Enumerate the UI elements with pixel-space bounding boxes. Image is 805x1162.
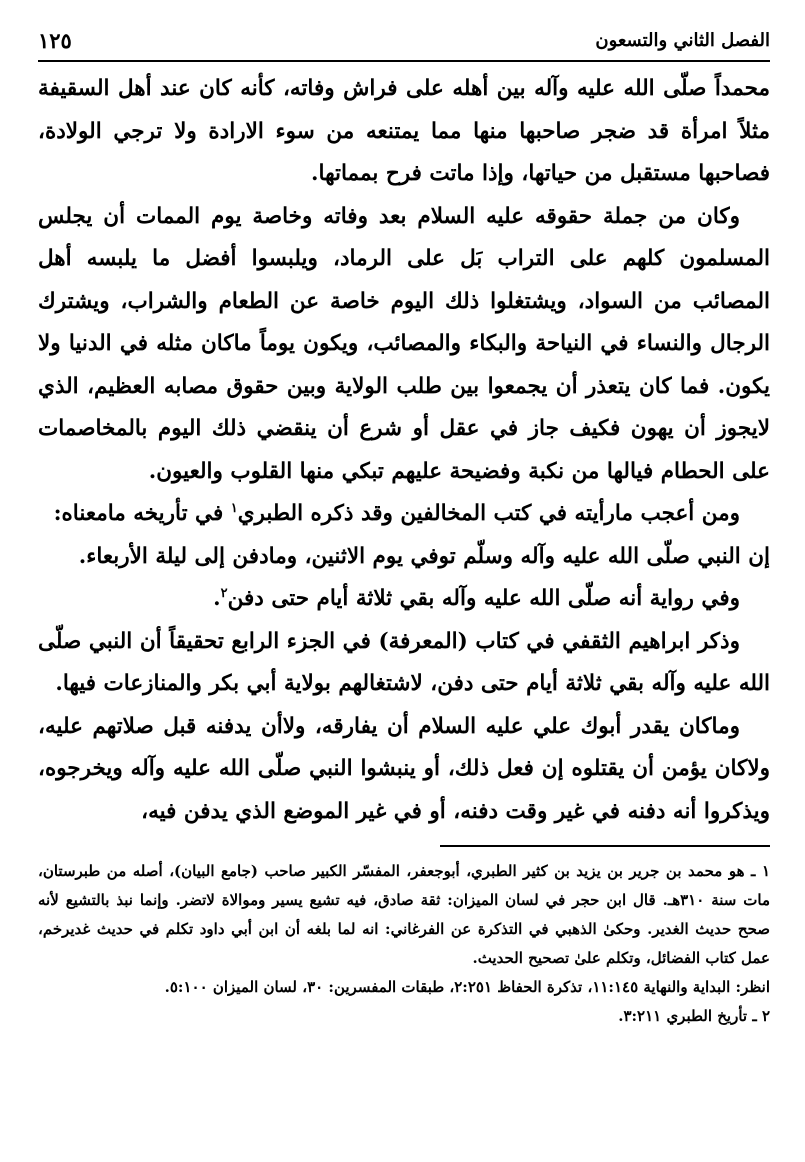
footnote-separator bbox=[440, 845, 770, 847]
footnote-reference: ١ bbox=[230, 500, 238, 516]
book-page bbox=[38, 26, 770, 1031]
paragraph: وذكر ابراهيم الثقفي في كتاب (المعرفة) في الجزء الرابع تحقيقاً أن النبي صلّى الله عليه وآله بقي ثلاثة أيام حتى دفن، لاشتغالهم بولاية أبي بكر والمنازعات فيها. bbox=[38, 628, 770, 696]
footnote: ٢ ـ تأريخ الطبري ٣:٢١١. bbox=[618, 1007, 770, 1025]
footnote-reference: ٢ bbox=[220, 585, 228, 601]
paragraph-text: ومن أعجب مارأيته في كتب المخالفين وقد ذكره الطبري bbox=[237, 501, 740, 526]
paragraph-text: وفي رواية أنه صلّى الله عليه وآله بقي ثلاثة أيام حتى دفن bbox=[227, 586, 740, 611]
paragraph bbox=[38, 578, 770, 621]
page-header bbox=[38, 26, 770, 62]
page-number: ١٢٥ bbox=[38, 28, 72, 53]
footnote: ١ ـ هو محمد بن جرير بن يزيد بن كثير الطبري، أبوجعفر، المفسّر الكبير صاحب (جامع البيان)، أصله من طبرستان، مات سنة ٣١٠هـ. قال ابن حجر في لسان الميزان: ثقة صادق، فيه تشيع يسير وموالاة لاتضر. وإنما نبذ بالتشيع لأنه صحح حديث الغدير. وحكىٰ الذهبي في التذكرة عن الفرغاني: انه لما بلغه أن ابن أبي داود تكلم في حديث غديرخم، عمل كتاب الفضائل، وتكلم علىٰ تصحيح الحديث. bbox=[38, 862, 770, 967]
paragraph: إن النبي صلّى الله عليه وآله وسلّم توفي يوم الاثنين، ومادفن إلى ليلة الأربعاء. bbox=[78, 543, 770, 569]
paragraph: محمداً صلّى الله عليه وآله بين أهله على فراش وفاته، كأنه كان عند أهل السقيفة مثلاً امرأة قد ضجر صاحبها منها مما يمتنعه من سوء الارادة ولا ترجي الولادة، فصاحبها مستقبل من حياتها، وإذا ماتت فرح بمماتها. bbox=[38, 76, 770, 186]
footnote: انظر: البداية والنهاية ١١:١٤٥، تذكرة الحفاظ ٢:٢٥١، طبقات المفسرين: ٣٠، لسان الميزان ٥:١٠٠. bbox=[164, 978, 770, 996]
paragraph-text: في تأريخه مامعناه: bbox=[53, 501, 231, 526]
paragraph-text: . bbox=[213, 586, 221, 611]
paragraph: وماكان يقدر أبوك علي عليه السلام أن يفارقه، ولاأن يدفنه قبل صلاتهم عليه، ولاكان يؤمن أن يقتلوه إن فعل ذلك، أو ينبشوا النبي صلّى الله عليه وآله ويخرجوه، ويذكروا أنه دفنه في غير وقت دفنه، أو في غير الموضع الذي يدفن فيه، bbox=[38, 713, 770, 824]
paragraph bbox=[38, 493, 770, 536]
footnotes bbox=[38, 857, 770, 1031]
chapter-title: الفصل الثاني والتسعون bbox=[595, 30, 770, 51]
main-text bbox=[38, 68, 770, 833]
paragraph: وكان من جملة حقوقه عليه السلام بعد وفاته وخاصة يوم الممات أن يجلس المسلمون كلهم على التراب بَل على الرماد، ويلبسوا أفضل ما يلبسه أهل المصائب من السواد، ويشتغلوا ذلك اليوم خاصة عن الطعام والشراب، ويشترك الرجال والنساء في النياحة والبكاء والمصائب، ويكون يوماً ماكان مثله في الدنيا ولا يكون. فما كان يتعذر أن يجمعوا بين طلب الولاية وبين حقوق مصابه العظيم، الذي لايجوز أن يهون فكيف جاز في عقل أو شرع أن ينقضي ذلك اليوم بالمخاصمات على الحطام فيالها من نكبة وفضيحة عليهم تبكي منها القلوب والعيون. bbox=[38, 203, 770, 484]
